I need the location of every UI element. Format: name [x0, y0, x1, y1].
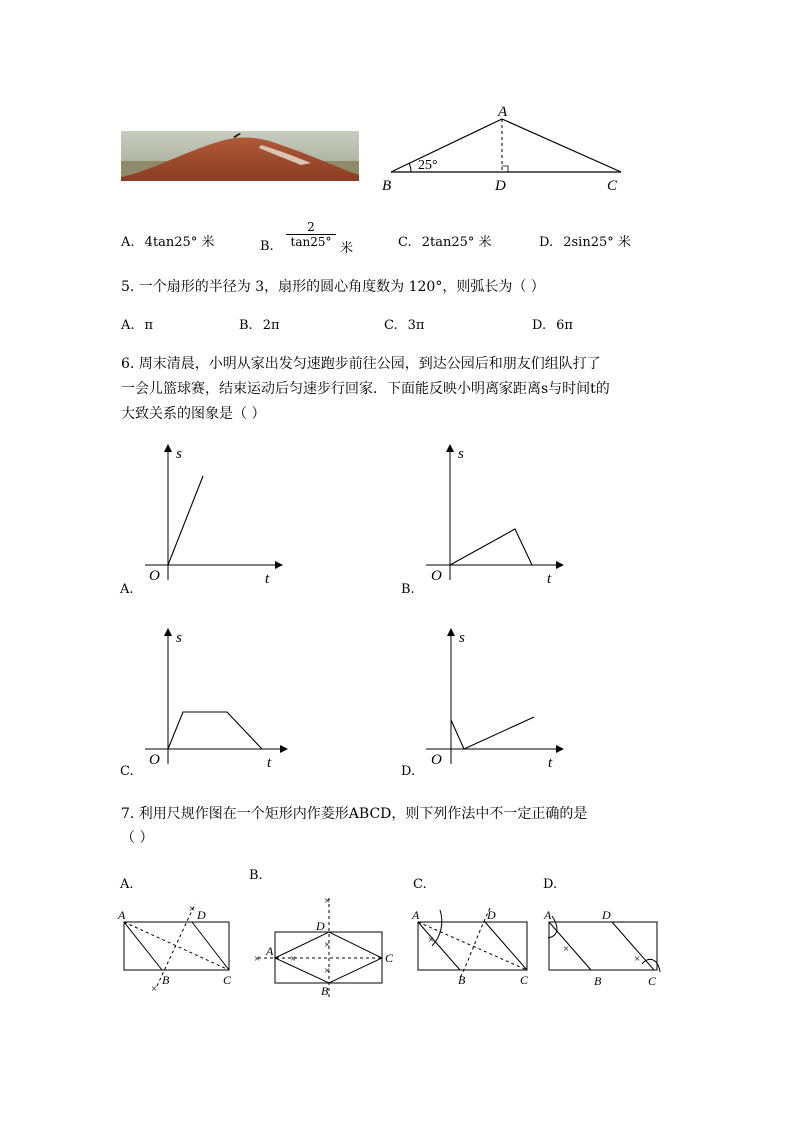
svg-text:×: ×	[324, 895, 331, 907]
q7-figure-d	[540, 898, 670, 998]
svg-text:C: C	[648, 974, 657, 988]
q6-graph-b[interactable]	[426, 440, 566, 590]
svg-text:s: s	[458, 446, 464, 462]
svg-text:×: ×	[151, 983, 158, 995]
svg-text:t: t	[265, 571, 270, 587]
svg-text:×: ×	[428, 934, 435, 946]
svg-text:×: ×	[189, 903, 196, 915]
q6-option-c[interactable]: C.	[120, 764, 134, 779]
svg-text:×: ×	[324, 965, 331, 977]
svg-text:O: O	[431, 752, 442, 768]
hill-photo	[121, 131, 359, 181]
graph-c-line	[168, 712, 262, 749]
q6-stem-line2: 一会儿篮球赛，结束运动后匀速步行回家．下面能反映小明离家距离s与时间t的	[121, 381, 610, 397]
q7-option-b[interactable]: B.	[249, 868, 263, 883]
q6-option-b[interactable]: B.	[401, 582, 415, 597]
svg-text:A: A	[266, 944, 274, 958]
q6-stem-line1: 6. 周末清晨，小明从家出发匀速跑步前往公园，到达公园后和朋友们组队打了	[121, 356, 601, 372]
q7-figure-a	[115, 898, 245, 998]
q7-stem-line2: （ ）	[121, 830, 154, 846]
graph-a-line	[168, 476, 203, 565]
svg-text:D: D	[487, 908, 496, 922]
q7-figure-b	[254, 892, 398, 1002]
triangle-figure	[378, 104, 638, 194]
graph-b-line	[450, 529, 532, 565]
svg-text:s: s	[176, 630, 182, 646]
q7-option-c[interactable]: C.	[413, 877, 427, 892]
svg-text:D: D	[197, 908, 206, 922]
vertex-b-label: B	[382, 178, 392, 194]
q6-graph-a[interactable]	[145, 440, 285, 590]
angle-label: 25°	[418, 158, 438, 173]
q4-option-c[interactable]: C. 2tan25° 米	[398, 235, 492, 250]
svg-text:C: C	[385, 951, 394, 965]
svg-text:D: D	[316, 919, 325, 933]
svg-text:D: D	[602, 908, 611, 922]
svg-text:s: s	[459, 630, 465, 646]
q6-graph-c[interactable]	[145, 624, 295, 774]
q4-option-d[interactable]: D. 2sin25° 米	[539, 235, 631, 250]
q6-graph-d[interactable]	[426, 624, 576, 774]
svg-text:C: C	[520, 973, 529, 987]
svg-text:×: ×	[634, 953, 641, 965]
svg-text:×: ×	[290, 953, 297, 965]
svg-text:×: ×	[563, 943, 570, 955]
q4-option-a[interactable]: A. 4tan25° 米	[121, 235, 215, 250]
svg-text:A: A	[118, 908, 126, 922]
q5-option-b[interactable]: B. 2π	[239, 318, 280, 333]
svg-text:A: A	[412, 908, 420, 922]
svg-text:B: B	[594, 974, 602, 988]
q7-stem-line1: 7. 利用尺规作图在一个矩形内作菱形ABCD，则下列作法中不一定正确的是	[121, 806, 588, 822]
q7-option-a[interactable]: A.	[120, 877, 134, 892]
q6-stem-line3: 大致关系的图象是（ ）	[121, 406, 266, 422]
q5-stem: 5. 一个扇形的半径为 3，扇形的圆心角度数为 120°，则弧长为（ ）	[121, 279, 545, 295]
vertex-a-label: A	[498, 104, 508, 120]
svg-text:O: O	[149, 568, 160, 584]
svg-text:A: A	[544, 908, 552, 922]
svg-text:B: B	[458, 973, 466, 987]
svg-text:×: ×	[254, 953, 261, 965]
svg-text:B: B	[321, 984, 329, 998]
svg-text:×: ×	[324, 939, 331, 951]
q6-option-a[interactable]: A.	[120, 582, 134, 597]
vertex-c-label: C	[607, 178, 618, 194]
svg-text:B: B	[162, 973, 170, 987]
svg-text:t: t	[548, 755, 553, 771]
svg-text:s: s	[176, 446, 182, 462]
graph-d-line	[451, 717, 534, 749]
vertex-d-label: D	[495, 178, 506, 194]
svg-text:C: C	[223, 973, 232, 987]
q6-option-d[interactable]: D.	[401, 764, 416, 779]
q5-option-c[interactable]: C. 3π	[384, 318, 425, 333]
q5-option-d[interactable]: D. 6π	[532, 318, 573, 333]
svg-text:t: t	[267, 755, 272, 771]
q7-figure-c	[410, 898, 540, 998]
svg-text:O: O	[149, 752, 160, 768]
q7-option-d[interactable]: D.	[543, 877, 558, 892]
svg-text:O: O	[431, 568, 442, 584]
q5-option-a[interactable]: A. π	[121, 318, 154, 333]
svg-text:t: t	[547, 571, 552, 587]
fraction: 2 tan25°	[286, 221, 336, 250]
